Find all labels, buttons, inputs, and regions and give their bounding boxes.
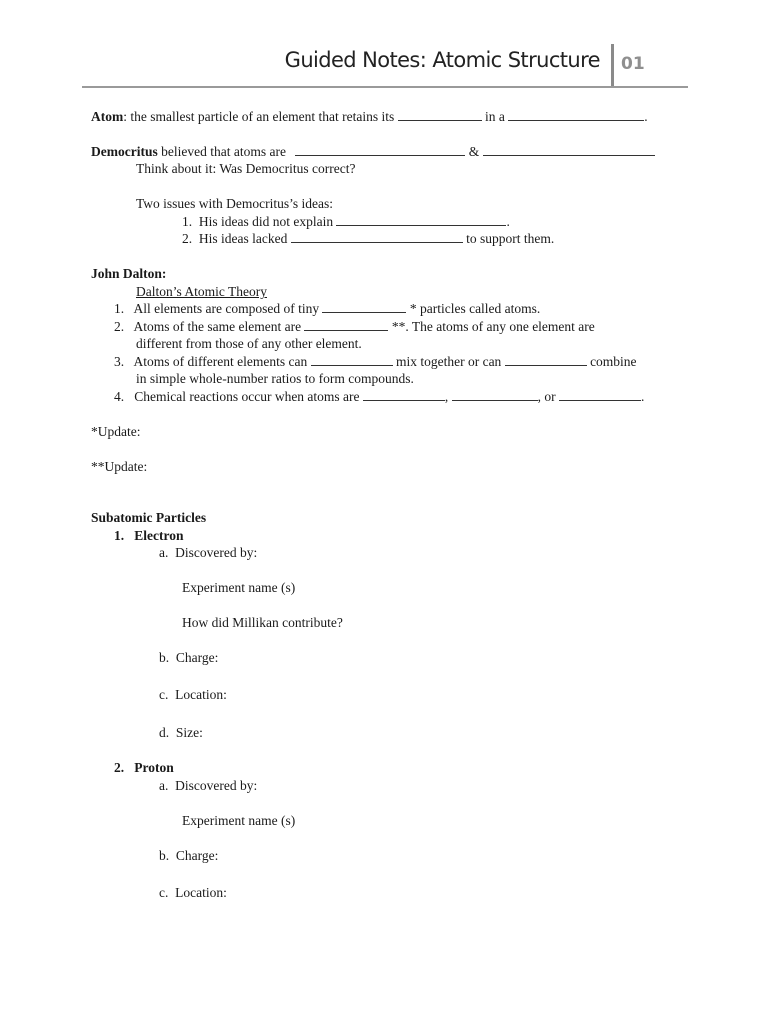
proton-location: c. Location: (159, 885, 227, 900)
dalton-4-blank-1[interactable] (363, 388, 445, 401)
electron-millikan: How did Millikan contribute? (182, 615, 343, 630)
proton-experiment: Experiment name (s) (182, 813, 296, 828)
header-rule (82, 86, 688, 88)
dalton-point-2-cont: different from those of any other element. (136, 336, 362, 351)
dalton-1-blank[interactable] (322, 300, 406, 313)
update-1: *Update: (91, 424, 141, 439)
update-2: **Update: (91, 459, 148, 474)
dalton-point-2: 2. Atoms of the same element are **. The atoms of any one element are (114, 319, 595, 334)
electron-charge: b. Charge: (159, 650, 219, 665)
page-header (60, 44, 688, 88)
atom-blank-2[interactable] (508, 108, 644, 121)
electron-heading: 1. Electron (114, 528, 184, 543)
electron-size: d. Size: (159, 725, 203, 740)
proton-charge: b. Charge: (159, 848, 219, 863)
page-title: Guided Notes: Atomic Structure (284, 48, 600, 72)
proton-heading: 2. Proton (114, 760, 174, 775)
dalton-point-1: 1. All elements are composed of tiny * particles called atoms. (114, 301, 541, 316)
dalton-3-blank-1[interactable] (311, 353, 393, 366)
democritus-blank-1[interactable] (295, 143, 465, 156)
subatomic-heading: Subatomic Particles (91, 510, 207, 525)
dalton-point-3: 3. Atoms of different elements can mix together or can combine (114, 354, 637, 369)
democritus-issues-heading: Two issues with Democritus’s ideas: (136, 196, 334, 211)
dalton-2-blank[interactable] (304, 318, 388, 331)
dalton-4-blank-3[interactable] (559, 388, 641, 401)
header-divider (611, 44, 614, 88)
democritus-issue-2: 2. His ideas lacked to support them. (182, 231, 555, 246)
dalton-heading: John Dalton: (91, 266, 167, 281)
democritus-line: Democritus believed that atoms are & (91, 143, 655, 161)
atom-definition: Atom: the smallest particle of an element that retains its in a . (91, 109, 648, 124)
dalton-point-3-cont: in simple whole-number ratios to form compounds. (136, 371, 414, 386)
atom-term: Atom (91, 109, 124, 124)
democritus-issue-1: 1. His ideas did not explain . (182, 214, 510, 229)
electron-discovered: a. Discovered by: (159, 545, 258, 560)
democritus-think: Think about it: Was Democritus correct? (136, 161, 356, 176)
dalton-theory-title: Dalton’s Atomic Theory (136, 284, 267, 299)
electron-experiment: Experiment name (s) (182, 580, 296, 595)
dalton-4-blank-2[interactable] (452, 388, 538, 401)
issue-2-blank[interactable] (291, 230, 463, 243)
proton-discovered: a. Discovered by: (159, 778, 258, 793)
dalton-3-blank-2[interactable] (505, 353, 587, 366)
electron-location: c. Location: (159, 687, 227, 702)
issue-1-blank[interactable] (336, 213, 506, 226)
page-number-badge: 01 (621, 54, 645, 74)
dalton-point-4: 4. Chemical reactions occur when atoms are , , or . (114, 389, 645, 404)
atom-blank-1[interactable] (398, 108, 482, 121)
democritus-term: Democritus (91, 144, 158, 159)
democritus-blank-2[interactable] (483, 143, 655, 156)
